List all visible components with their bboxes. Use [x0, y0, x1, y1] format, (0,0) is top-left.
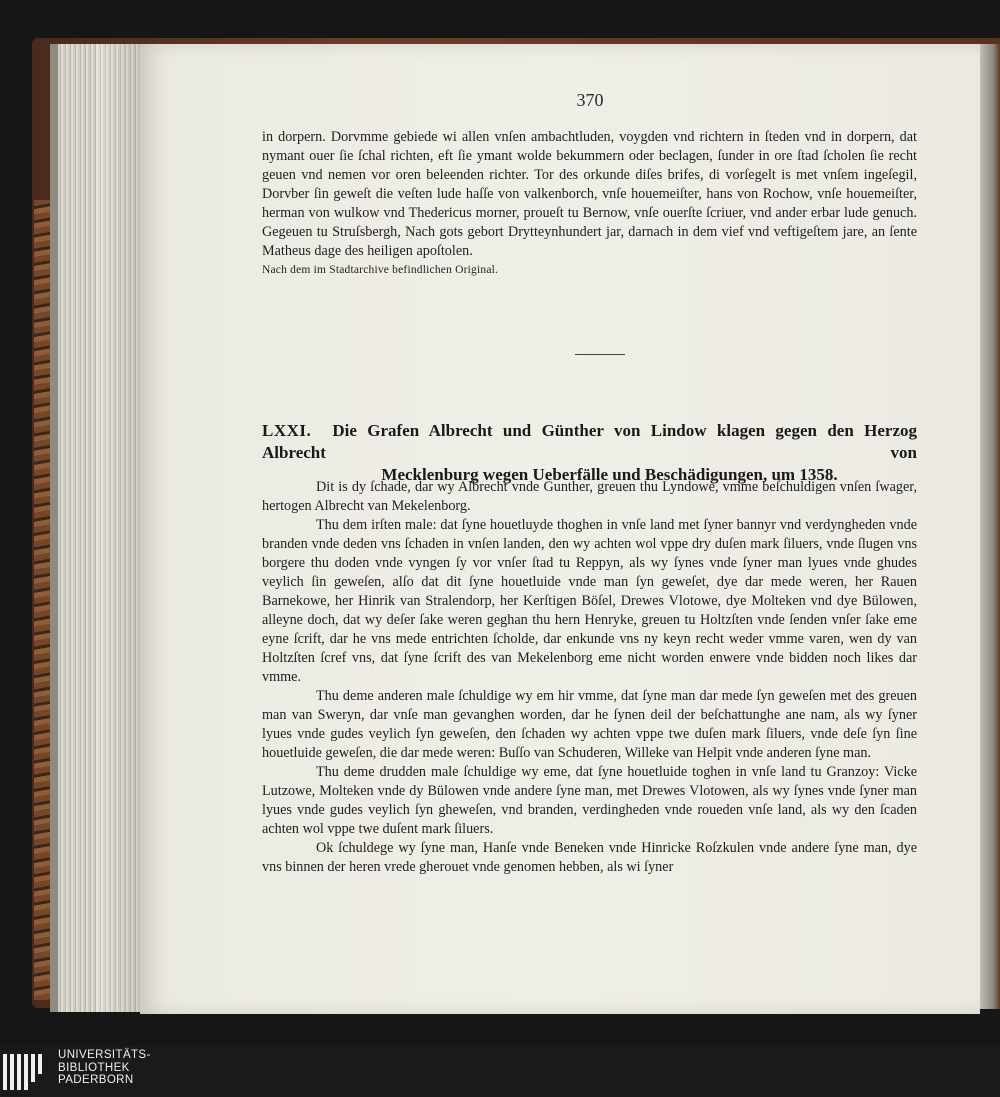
cover-marbled-edge	[34, 200, 50, 1000]
page-number: 370	[576, 90, 604, 110]
section-divider	[575, 354, 625, 355]
right-page-edge	[978, 44, 1000, 1009]
body-paragraph-3: Thu deme anderen male ſchuldige wy em hir vmme, dat ſyne man dar mede ſyn geweſen met des greuen man van Sweryn, dar vnſe man gevanghen worden, dar he ſynen deil der beſchattunghe ane nam, als wy ſyner lyues vnde gudes veylich ſyn geweſen, den ſchaden wy achten vppe twe duſen mark ſiluers, vnde deſe ſyn ſine houetluide geweſen, die dar mede weren: Buſſo van Schuderen, Willeke van Helpit vnde anderen ſyne man.	[262, 688, 917, 761]
section-number: LXXI.	[262, 421, 312, 440]
section-title-line2: Mecklenburg wegen Ueberfälle und Beschädigungen, um 1358.	[381, 465, 838, 484]
source-note: Nach dem im Stadtarchive befindlichen Original.	[262, 264, 499, 276]
body-paragraph-5: Ok ſchuldege wy ſyne man, Hanſe vnde Beneken vnde Hinricke Roſzkulen vnde andere ſyne man, dye vns binnen der heren vrede gherouet vnde genomen hebben, als wi ſyner	[262, 840, 917, 875]
library-logo-text	[58, 1049, 151, 1087]
page-stack-shade	[96, 44, 142, 1012]
section-title-line1-row	[262, 420, 917, 464]
intro-text-block	[262, 128, 917, 280]
section-heading	[262, 420, 917, 486]
body-paragraph-2: Thu dem irſten male: dat ſyne houetluyde thoghen in vnſe land met ſyner bannyr vnd verdyngheden vnde branden vnde deden vns ſchaden in vnſen landen, den wy achten wol vppe dry duſen mark ſiluers, vnde ſlugen vns borgere thu doden vnde vyngen ſy vor vnſer ſtad tu Reppyn, als wy ſynes vnde ſyner man lyues vnde ghudes veylich ſin geweſen, alſo dat dit ſyne houetluide vnde man ſyn geweſet, dye dar mede weren, her Rauen Barnekowe, her Hinrik van Stralendorp, her Kerſtigen Böſel, Drewes Vlotowe, dye Molteken vnd dye Bülowen, alleyne doch, dat wy deſer ſake weren geghan thu hern Henryke, greuen tu Holtzſten vnde ſenden vnſer ſake eme eyne ſcrift, dar he vns mede entrichten ſcholde, dar enkunde vns ny keyn recht weder vmme varen, wen dy van Holtzſten ſcref vns, dat ſyne ſcrift des van Mekelenborg eme nicht worden enwere vnde bidden noch likes dar vmme.	[262, 517, 917, 685]
body-paragraph-1: Dit is dy ſchade, dar wy Albrecht vnde Gunther, greuen thu Lyndowe, vmme beſchuldigen vnſen ſwager, hertogen Albrecht van Mekelenborg.	[262, 479, 917, 514]
section-title-line1: Die Grafen Albrecht und Günther von Lindow klagen gegen den Herzog Albrecht von	[262, 421, 917, 462]
logo-line2: BIBLIOTHEK	[58, 1061, 130, 1074]
library-logo-icon	[0, 1050, 48, 1094]
logo-line3: PADERBORN	[58, 1074, 134, 1086]
intro-paragraph: in dorpern. Dorvmme gebiede wi allen vnſen ambachtluden, voygden vnd richtern in ſteden vnd in dorpern, dat nymant ouer ſie ſchal richten, eft ſie ymant wolde bekummern oder beclagen, ſunder in ore ſtad ſcholen ſie recht geuen vnd nemen vor oren beleenden richter. Tor des orkunde diſes brifes, di vorſegelt is met vnſem ingeſegil, Dorvber ſin geweſt die veſten lude haſſe von valkenborch, vnſe houemeiſter, hans von Rochow, vnſe houemeiſter, herman von wulkow vnd Thedericus morner, proueſt tu Bernow, vnſe ouerſte ſcriuer, vnd ander erbar lude genuch. Gegeuen tu Struſsbergh, Nach gots gebort Drytteynhundert jar, darnach in dem vief vnd veftigeſtem jare, an ſente Matheus dage des heiligen apoſtolen.	[262, 129, 917, 259]
body-paragraph-4: Thu deme drudden male ſchuldige wy eme, dat ſyne houetluide toghen in vnſe land tu Granzoy: Vicke Lutzowe, Molteken vnde dy Bülowen vnde andere ſyne man, met Drewes Vlotowen, als wy ſynes vnde ſyner man lyues vnde gudes veylich ſyn gheweſen, vnd branden, verdingheden vnde roueden vnſe land, als wy den ſcaden achten wol vppe twe duſent mark ſiluers.	[262, 764, 917, 837]
body-text-block	[262, 478, 917, 877]
logo-line1: UNIVERSITÄTS-	[58, 1049, 151, 1061]
